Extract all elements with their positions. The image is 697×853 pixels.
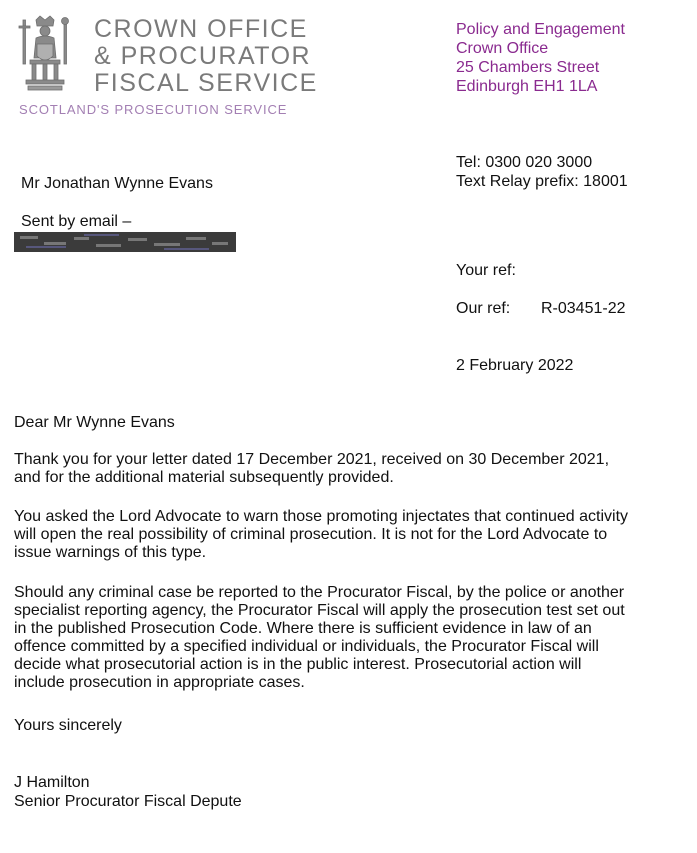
org-name-line-3: FISCAL SERVICE (94, 69, 318, 97)
recipient-name: Mr Jonathan Wynne Evans (21, 175, 213, 192)
closing: Yours sincerely (14, 717, 122, 734)
our-ref-value: R-03451-22 (541, 300, 626, 317)
paragraph-1: Thank you for your letter dated 17 December 2021, received on 30 December 2021, and for the additional material subsequently provided. (14, 451, 610, 486)
recipient-sent-by: Sent by email – (21, 213, 132, 230)
sender-tel: Tel: 0300 020 3000 (456, 154, 593, 171)
our-ref-label: Our ref: (456, 300, 511, 317)
paragraph-3: Should any criminal case be reported to the Procurator Fiscal, by the police or another specialist reporting agency, the Procurator Fiscal will apply the prosecution test set out in the published Prosecution Code. Where there is sufficient evidence in law of an offence committed by a specified individual or individuals, the Procurator Fiscal will decide what prosecutorial action is in the public interest. Prosecutorial action will include prosecution in appropriate cases. (14, 584, 625, 691)
sender-city: Edinburgh EH1 1LA (456, 78, 598, 95)
sender-text-relay: Text Relay prefix: 18001 (456, 173, 628, 190)
your-ref-label: Your ref: (456, 262, 516, 279)
letter-date: 2 February 2022 (456, 357, 574, 374)
org-name-line-1: CROWN OFFICE (94, 15, 308, 43)
org-name-line-2: & PROCURATOR (94, 42, 312, 70)
org-tagline: SCOTLAND'S PROSECUTION SERVICE (19, 102, 288, 117)
sender-street: 25 Chambers Street (456, 59, 600, 76)
redacted-email (14, 228, 236, 256)
paragraph-2: You asked the Lord Advocate to warn those promoting injectates that continued activity will open the real possibility of criminal prosecution. It is not for the Lord Advocate to issue warnings of this type. (14, 508, 629, 561)
signatory-title: Senior Procurator Fiscal Depute (14, 793, 242, 810)
sender-org: Crown Office (456, 40, 549, 57)
sender-dept: Policy and Engagement (456, 21, 625, 38)
royal-crest-icon (16, 14, 74, 92)
signatory-name: J Hamilton (14, 774, 90, 791)
salutation: Dear Mr Wynne Evans (14, 414, 175, 431)
